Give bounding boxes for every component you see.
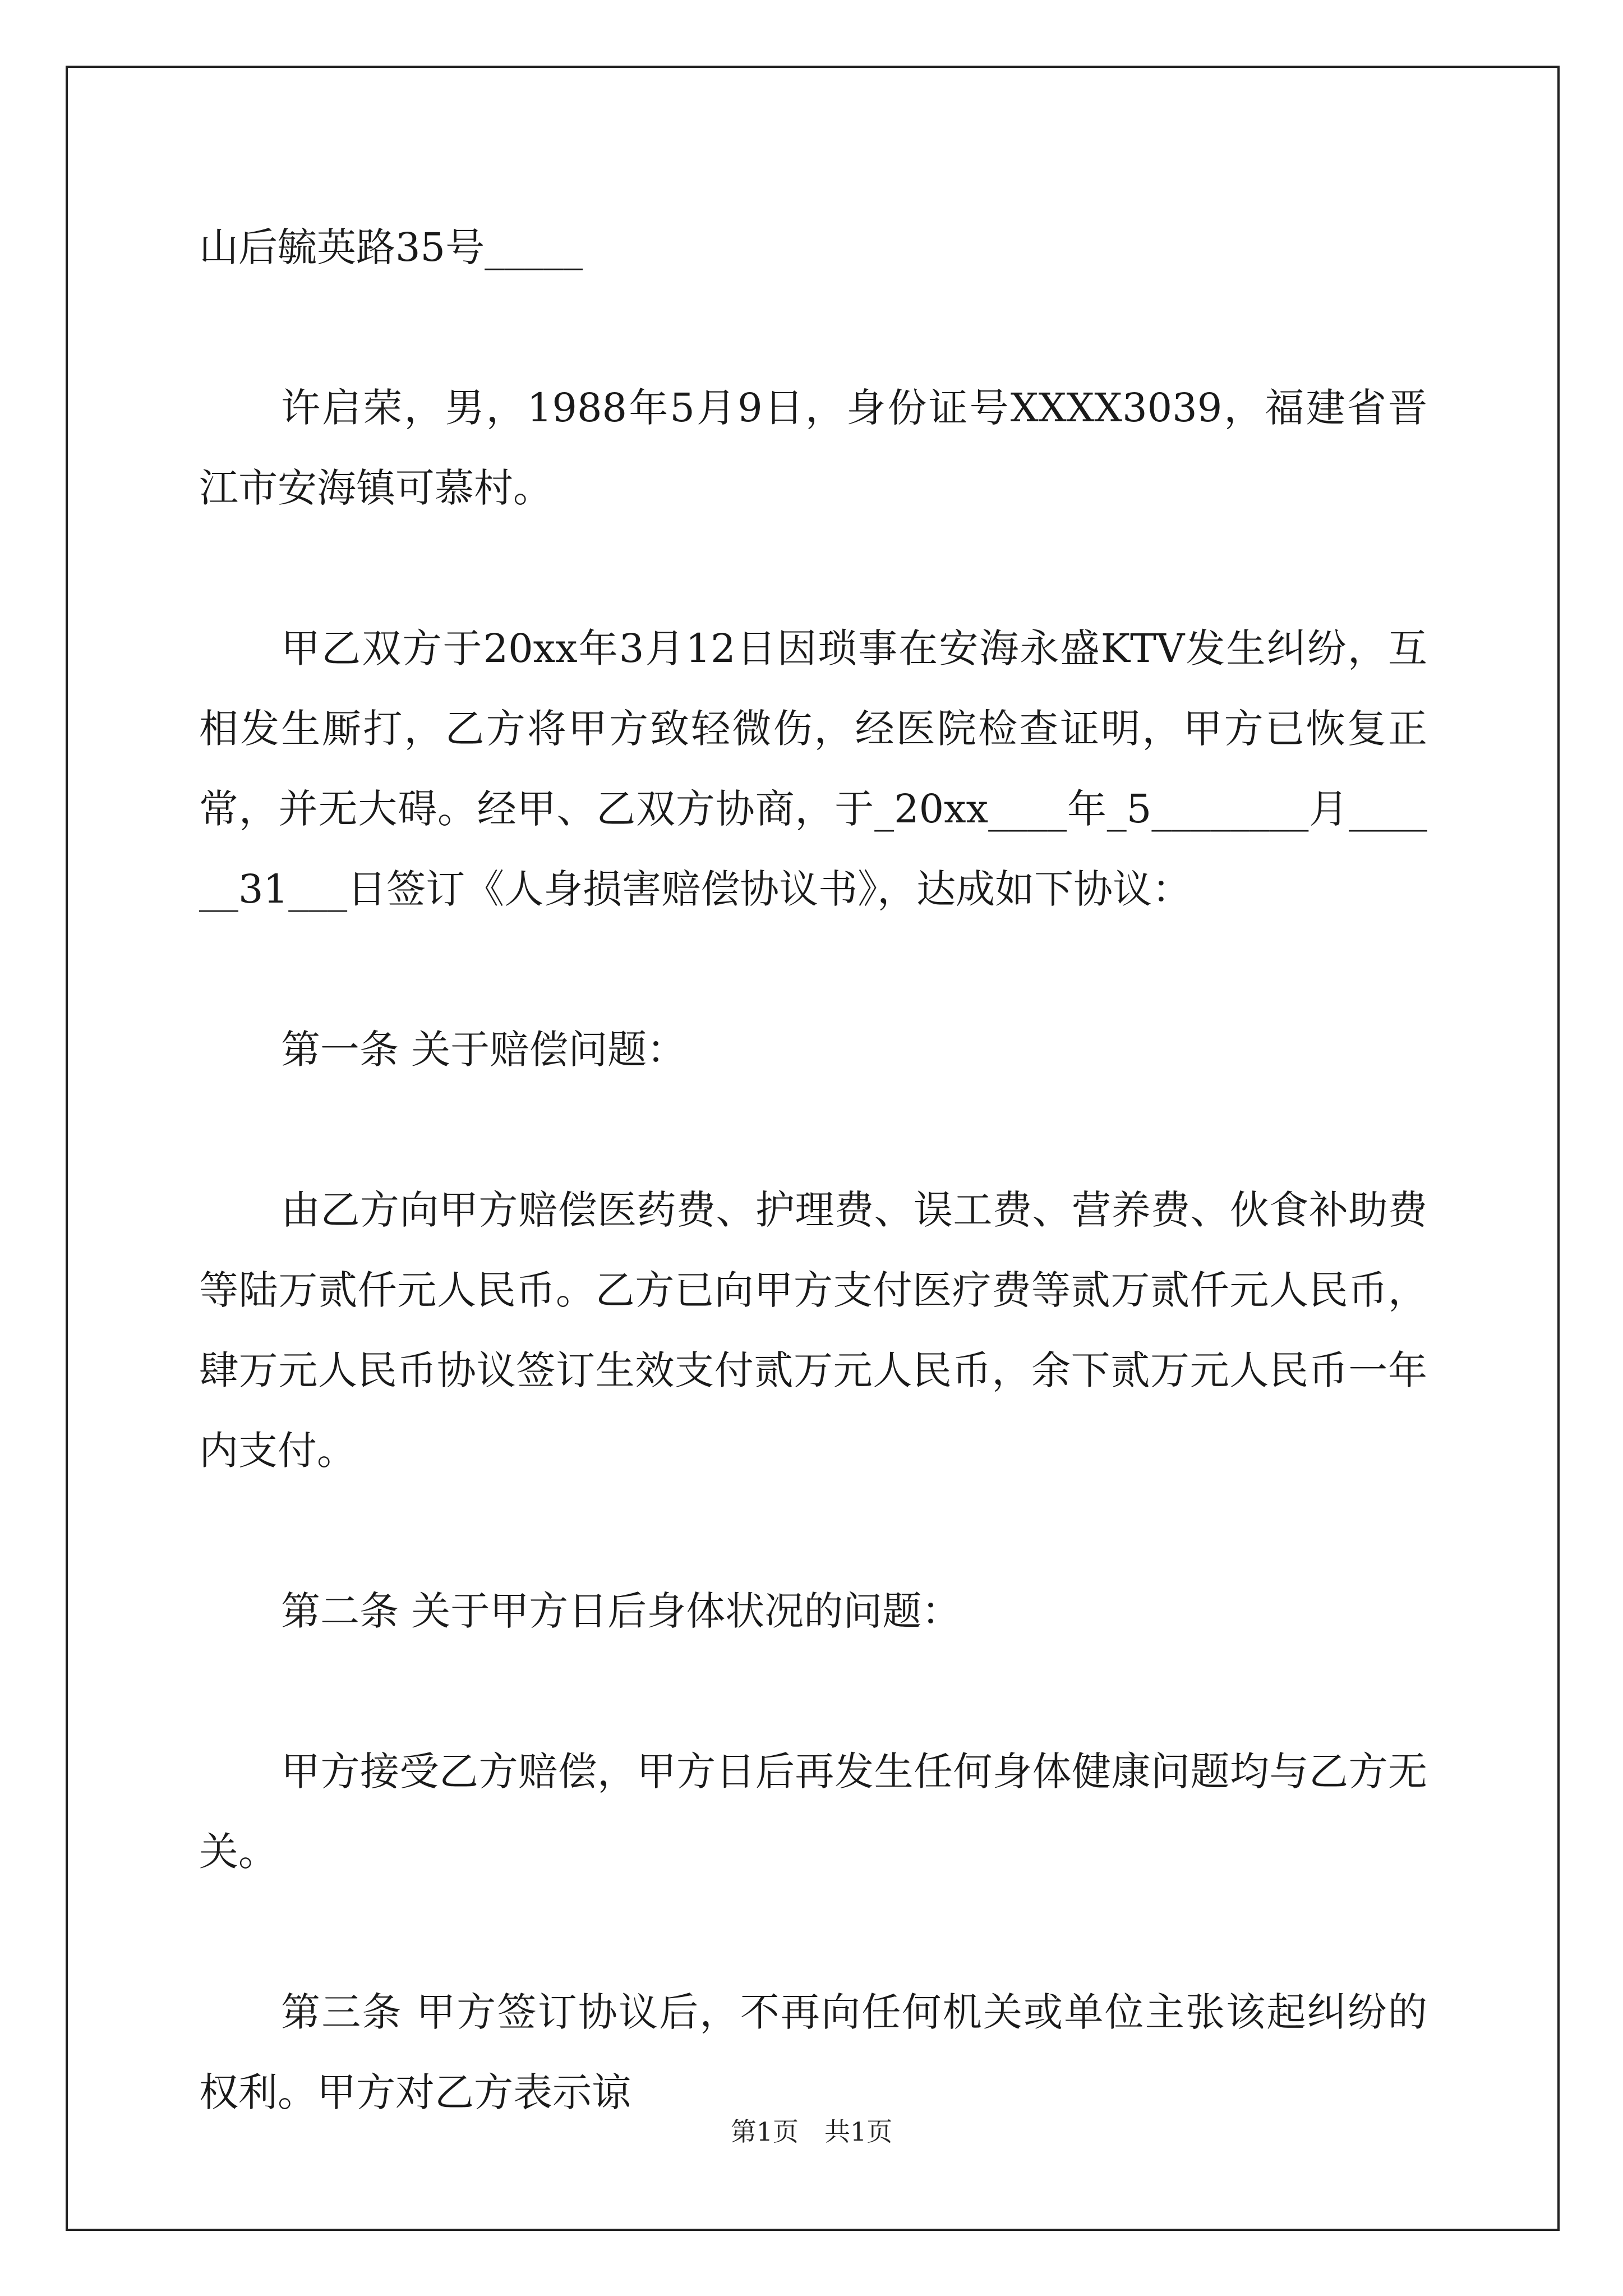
- paragraph-article-2-title: 第二条 关于甲方日后身体状况的问题：: [281, 1588, 961, 1634]
- paragraph-article-3: 第三条 甲方签订协议后，不再向任何机关或单位主张该起纠纷的权利。甲方对乙方表示谅: [199, 1989, 1427, 2115]
- paragraph-gap: [199, 1892, 1427, 1972]
- document-body: [199, 208, 1427, 2133]
- page-footer: 第1页 共1页: [730, 2116, 893, 2147]
- paragraph-address: 山后毓英路35号_____: [199, 224, 583, 270]
- paragraph-gap: [199, 528, 1427, 609]
- paragraph-gap: [199, 1090, 1427, 1170]
- paragraph-gap: [199, 1651, 1427, 1732]
- paragraph-article-1-body: 由乙方向甲方赔偿医药费、护理费、误工费、营养费、伙食补助费等陆万贰仟元人民币。乙方已向甲方支付医疗费等贰万贰仟元人民币，肆万元人民币协议签订生效支付贰万元人民币，余下贰万元人民币一年内支付。: [199, 1187, 1427, 1474]
- paragraph-article-2-body: 甲方接受乙方赔偿，甲方日后再发生任何身体健康问题均与乙方无关。: [199, 1749, 1427, 1875]
- paragraph-dispute: 甲乙双方于20xx年3月12日因琐事在安海永盛KTV发生纠纷，互相发生厮打，乙方将甲方致轻微伤，经医院检查证明，甲方已恢复正常，并无大碍。经甲、乙双方协商，于_20xx____年_5________月______31___日签订《人身损害赔偿协议书》，达成如下协议：: [199, 625, 1427, 912]
- paragraph-gap: [199, 1491, 1427, 1571]
- paragraph-gap: [199, 930, 1427, 1010]
- paragraph-article-1-title: 第一条 关于赔偿问题：: [281, 1027, 686, 1073]
- paragraph-party-info: 许启荣，男，1988年5月9日，身份证号XXXX3039，福建省晋江市安海镇可慕村。: [199, 385, 1427, 511]
- paragraph-gap: [199, 288, 1427, 368]
